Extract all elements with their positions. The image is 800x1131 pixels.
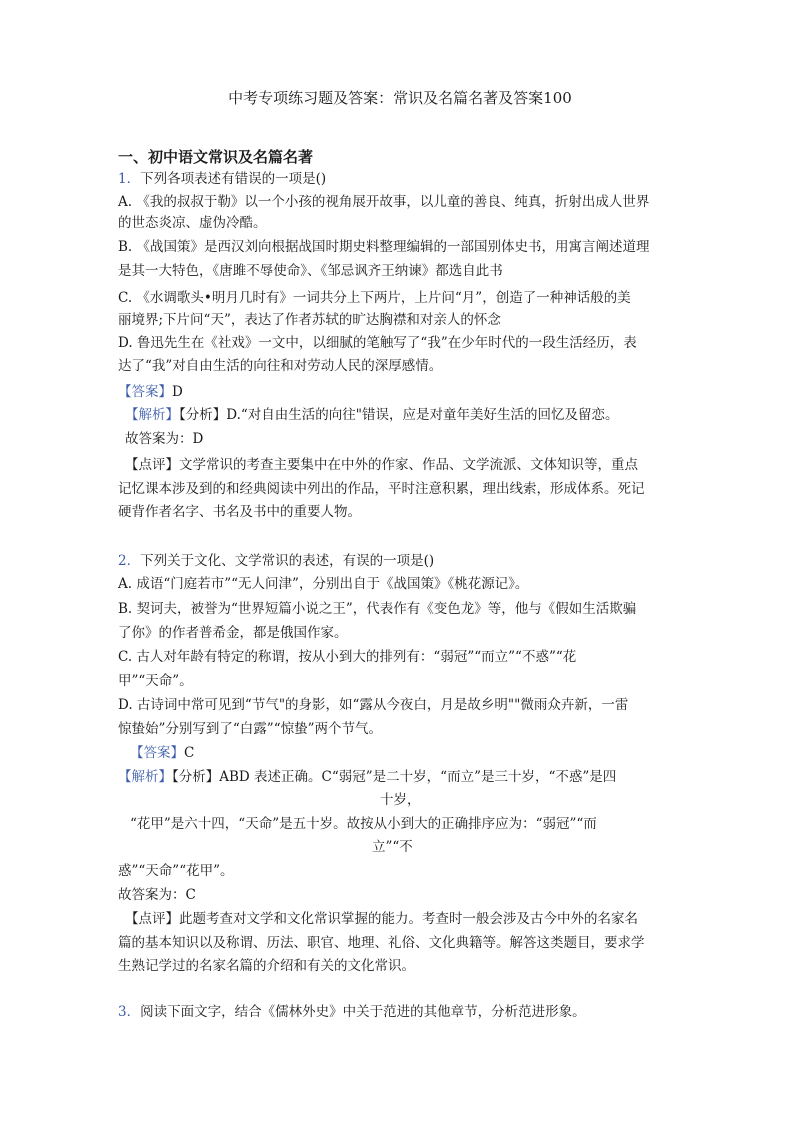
question-text: 下列关于文化、文学常识的表述，有误的一项是() [140,553,435,569]
question-2-stem [118,552,434,570]
q1-conclusion: 故答案为：D [125,431,204,447]
q2-option-b-line1: B. 契诃夫，被誉为“世界短篇小说之王”，代表作有《变色龙》等，他与《假如生活欺骗 [118,601,637,617]
q1-comment-line2: 记忆课本涉及到的和经典阅读中列出的作品，平时注意积累，理出线索，形成体系。死记 [118,481,645,497]
analysis-text: 【分析】ABD 表述正确。C“弱冠”是二十岁，“而立”是三十岁，“不惑”是四 [172,769,617,785]
q1-option-b-line2: 是其一大特色，《唐雎不辱使命》、《邹忌讽齐王纳谏》都选自此书 [118,263,503,279]
question-number: 2． [118,553,141,569]
q2-option-a-line1: A. 成语“门庭若市”“无人问津”，分别出自于《战国策》《桃花源记》。 [118,576,529,592]
q2-analysis-line4: 立”“不 [372,839,413,855]
q2-conclusion: 故答案为：C [118,887,196,903]
answer-value: D [172,384,183,400]
q2-option-b-line2: 了你》的作者普希金，都是俄国作家。 [118,625,348,641]
analysis-tag: 【解析】 [118,769,172,785]
q2-option-c-line2: 甲”“天命”。 [118,673,193,689]
question-1-stem [118,170,326,188]
q2-comment-line2: 篇的基本知识以及称谓、历法、职官、地理、礼俗、文化典籍等。解答这类题目，要求学 [118,935,645,951]
question-3-stem [118,1003,586,1021]
answer-tag: 【答案】 [118,384,172,400]
question-number: 1． [118,171,141,187]
question-text: 下列各项表述有错误的一项是() [140,171,327,187]
q2-analysis-line3: “花甲”是六十四，“天命”是五十岁。故按从小到大的正确排序应为：“弱冠”“而 [130,816,597,832]
q1-option-b-line1: B. 《战国策》是西汉刘向根据战国时期史料整理编辑的一部国别体史书，用寓言阐述道理 [118,239,650,255]
q1-comment-line3: 硬背作者名字、书名及书中的重要人物。 [118,504,361,520]
analysis-text: 【分析】D.“对自由生活的向往"错误，应是对童年美好生活的回忆及留恋。 [179,407,619,423]
q2-analysis-line2: 十岁， [380,792,421,808]
q1-comment-line1: 【点评】文学常识的考查主要集中在中外的作家、作品、文学流派、文体知识等，重点 [125,457,638,473]
q2-answer [130,744,194,762]
q1-answer [118,383,183,401]
q2-analysis-line1 [118,768,616,786]
analysis-tag: 【解析】 [125,407,179,423]
q2-comment-line3: 生熟记学过的名家名篇的介绍和有关的文化常识。 [118,958,415,974]
question-text: 阅读下面文字，结合《儒林外史》中关于范进的其他章节，分析范进形象。 [140,1004,586,1020]
q2-analysis-line5: 惑”“天命”“花甲”。 [118,863,234,879]
q2-option-d-line1: D. 古诗词中常可见到“节气"的身影，如“露从今夜白，月是故乡明""微雨众卉新，一雷 [118,697,629,713]
q1-option-a-line1: A. 《我的叔叔于勒》以一个小孩的视角展开故事，以儿童的善良、纯真，折射出成人世界 [118,194,650,210]
answer-value: C [184,745,195,761]
q2-comment-line1: 【点评】此题考查对文学和文化常识掌握的能力。考查时一般会涉及古今中外的名家名 [125,911,638,927]
q2-option-c-line1: C. 古人对年龄有特定的称谓，按从小到大的排列有：“弱冠”“而立”“不惑”“花 [118,649,577,665]
q1-option-d-line2: 达了“我”对自由生活的向往和对劳动人民的深厚感情。 [118,358,443,374]
document-title: 中考专项练习题及答案：常识及名篇名著及答案100 [228,89,572,107]
q2-option-d-line2: 惊蛰始”分别写到了“白露”“惊蛰”两个节气。 [118,721,383,737]
q1-option-a-line2: 的世态炎凉、虚伪冷酷。 [118,215,267,231]
section-heading: 一、初中语文常识及名篇名著 [118,148,314,166]
q1-option-c-line1: C. 《水调歌头•明月几时有》一词共分上下两片，上片问“月”，创造了一种神话般的美 [118,290,631,306]
q1-analysis [125,406,619,424]
question-number: 3． [118,1004,141,1020]
answer-tag: 【答案】 [130,745,184,761]
q1-option-d-line1: D. 鲁迅先生在《社戏》一文中，以细腻的笔触写了“我”在少年时代的一段生活经历，表 [118,335,637,351]
q1-option-c-line2: 丽境界;下片问“天”，表达了作者苏轼的旷达胸襟和对亲人的怀念 [118,312,501,328]
